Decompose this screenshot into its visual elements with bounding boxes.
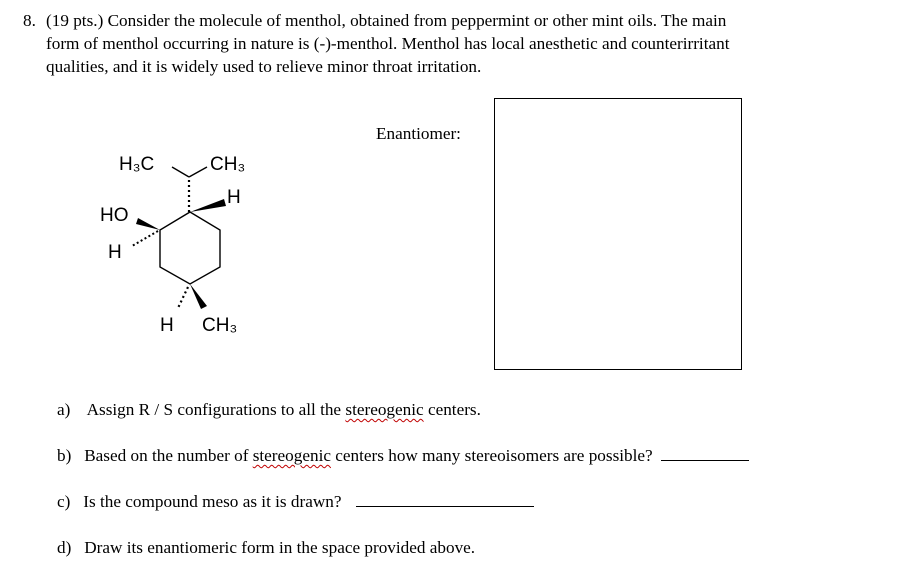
part-a-text-post: centers. [423, 400, 481, 419]
enantiomer-label: Enantiomer: [376, 124, 461, 143]
question-points: (19 pts.) [46, 11, 104, 30]
wedge-bond-ho [136, 218, 160, 230]
label-h3c: H₃C [119, 154, 155, 175]
hashed-bond-h-left [132, 231, 158, 246]
question-line-3: qualities, and it is widely used to relieve minor throat irritation. [46, 57, 482, 76]
part-c-letter: c) [57, 492, 71, 511]
wedge-bond-h-top [190, 199, 226, 212]
label-h-bottom: H [160, 315, 174, 336]
bond-isopropyl-left [172, 167, 189, 177]
part-b-text-post: centers how many stereoisomers are possible? [330, 446, 653, 465]
part-c-answer-blank[interactable] [356, 506, 534, 507]
part-b-answer-blank[interactable] [661, 460, 749, 461]
part-d [57, 538, 475, 558]
part-b-text-pre: Based on the number of [84, 446, 253, 465]
question-line-2: form of menthol occurring in nature is (-)-menthol. Menthol has local anesthetic and counterirritant [46, 34, 730, 53]
part-c-text: Is the compound meso as it is drawn? [83, 492, 342, 511]
part-c [57, 492, 534, 512]
part-a-term: stereogenic [345, 400, 424, 419]
label-h-top: H [227, 187, 241, 208]
label-ch3-bottom: CH₃ [202, 315, 238, 336]
bond-isopropyl-right [189, 167, 207, 177]
question-number: 8. [23, 11, 36, 30]
part-b [57, 446, 749, 466]
cyclohexane-ring [160, 212, 220, 284]
part-b-term: stereogenic [252, 446, 331, 465]
question-line-1: Consider the molecule of menthol, obtained from peppermint or other mint oils. The main [107, 11, 727, 30]
part-b-letter: b) [57, 446, 72, 465]
part-a-letter: a) [57, 400, 71, 419]
label-h-left: H [108, 242, 122, 263]
part-a [57, 400, 481, 420]
hashed-bond-h-bottom [178, 287, 188, 308]
label-ho: HO [100, 205, 129, 226]
label-ch3-top: CH₃ [210, 154, 246, 175]
part-a-text-pre: Assign R / S configurations to all the [86, 400, 346, 419]
part-d-text: Draw its enantiomeric form in the space provided above. [84, 538, 476, 557]
part-d-letter: d) [57, 538, 72, 557]
wedge-bond-ch3-bottom [190, 284, 207, 309]
